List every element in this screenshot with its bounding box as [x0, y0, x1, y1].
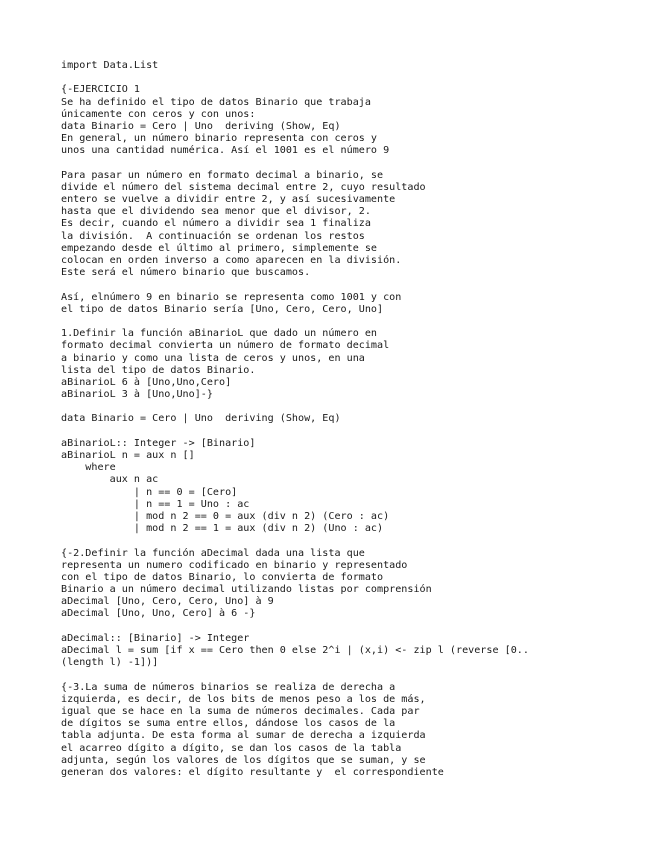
text-line [61, 316, 641, 328]
text-line: {-3.La suma de números binarios se realiza de derecha a [61, 681, 396, 693]
text-line: aBinarioL:: Integer -> [Binario] [61, 437, 256, 449]
text-line: igual que se hace en la suma de números decimales. Cada par [61, 705, 420, 717]
text-line: aDecimal:: [Binario] -> Integer [61, 632, 250, 644]
text-line: la división. A continuación se ordenan los restos [61, 230, 365, 242]
text-line: | n == 1 = Uno : ac [61, 498, 250, 510]
text-line [61, 279, 641, 291]
text-line: aBinarioL n = aux n [] [61, 450, 195, 461]
text-line: de dígitos se suma entre ellos, dándose los casos de la [61, 718, 396, 730]
source-code-text [61, 60, 641, 779]
text-line: 1.Definir la función aBinarioL que dado un número en [61, 328, 378, 340]
text-line [61, 158, 641, 170]
text-line: izquierda, es decir, de los bits de menos peso a los de más, [61, 693, 426, 705]
text-line: empezando desde el último al primero, simplemente se [61, 242, 378, 254]
text-line: colocan en orden inverso a como aparecen en la división. [61, 255, 402, 266]
text-line: aDecimal l = sum [if x == Cero then 0 else 2^i | (x,i) <- zip l (reverse [0.. [61, 645, 529, 656]
text-line: aBinarioL 6 à [Uno,Uno,Cero] [61, 376, 232, 388]
text-line: aDecimal [Uno, Uno, Cero] à 6 -} [61, 608, 256, 620]
text-line: Este será el número binario que buscamos. [61, 267, 311, 279]
text-line: | mod n 2 == 1 = aux (div n 2) (Uno : ac) [61, 523, 384, 535]
text-line: hasta que el dividendo sea menor que el divisor, 2. [61, 206, 371, 218]
text-line: entero se vuelve a dividir entre 2, y así sucesivamente [61, 194, 396, 206]
text-line: divide el número del sistema decimal entre 2, cuyo resultado [61, 181, 426, 193]
text-line: generan dos valores: el dígito resultante y el correspondiente [61, 766, 444, 778]
text-line: Se ha definido el tipo de datos Binario que trabaja [61, 96, 371, 108]
text-line: | mod n 2 == 0 = aux (div n 2) (Cero : ac) [61, 510, 390, 522]
text-line: where [61, 462, 116, 474]
text-line: Binario a un número decimal utilizando listas por comprensión [61, 584, 432, 596]
text-line: (length l) -1])] [61, 657, 159, 669]
text-line: En general, un número binario representa con ceros y [61, 133, 378, 145]
text-line [61, 621, 641, 633]
text-line: el tipo de datos Binario sería [Uno, Cero, Cero, Uno] [61, 303, 384, 315]
text-line [61, 426, 641, 438]
text-line: Para pasar un número en formato decimal a binario, se [61, 169, 384, 181]
text-line: aDecimal [Uno, Cero, Cero, Uno] à 9 [61, 596, 274, 608]
text-line: import Data.List [61, 60, 159, 71]
text-line: aux n ac [61, 474, 159, 486]
text-line: | n == 0 = [Cero] [61, 486, 238, 498]
text-line: lista del tipo de datos Binario. [61, 364, 256, 376]
text-line: {-2.Definir la función aDecimal dada una lista que [61, 547, 365, 559]
text-line: {-EJERCICIO 1 [61, 84, 141, 96]
text-line: tabla adjunta. De esta forma al sumar de derecha a izquierda [61, 730, 426, 742]
text-line: data Binario = Cero | Uno deriving (Show, Eq) [61, 413, 341, 425]
text-line: adjunta, según los valores de los dígitos que se suman, y se [61, 754, 426, 766]
text-line: aBinarioL 3 à [Uno,Uno]-} [61, 389, 213, 401]
text-line [61, 401, 641, 413]
text-line: data Binario = Cero | Uno deriving (Show, Eq) [61, 120, 341, 132]
text-line [61, 535, 641, 547]
text-line: formato decimal convierta un número de formato decimal [61, 340, 390, 352]
text-line: Es decir, cuando el número a dividir sea 1 finaliza [61, 218, 371, 230]
text-line [61, 72, 641, 84]
text-line: únicamente con ceros y con unos: [61, 108, 256, 120]
text-line: con el tipo de datos Binario, lo convierta de formato [61, 571, 384, 583]
text-line: representa un numero codificado en binario y representado [61, 559, 408, 571]
text-line: el acarreo dígito a dígito, se dan los casos de la tabla [61, 742, 402, 754]
text-line: a binario y como una lista de ceros y unos, en una [61, 352, 365, 364]
text-line: Así, elnúmero 9 en binario se representa como 1001 y con [61, 291, 402, 303]
text-line [61, 669, 641, 681]
text-line: unos una cantidad numérica. Así el 1001 es el número 9 [61, 145, 390, 157]
